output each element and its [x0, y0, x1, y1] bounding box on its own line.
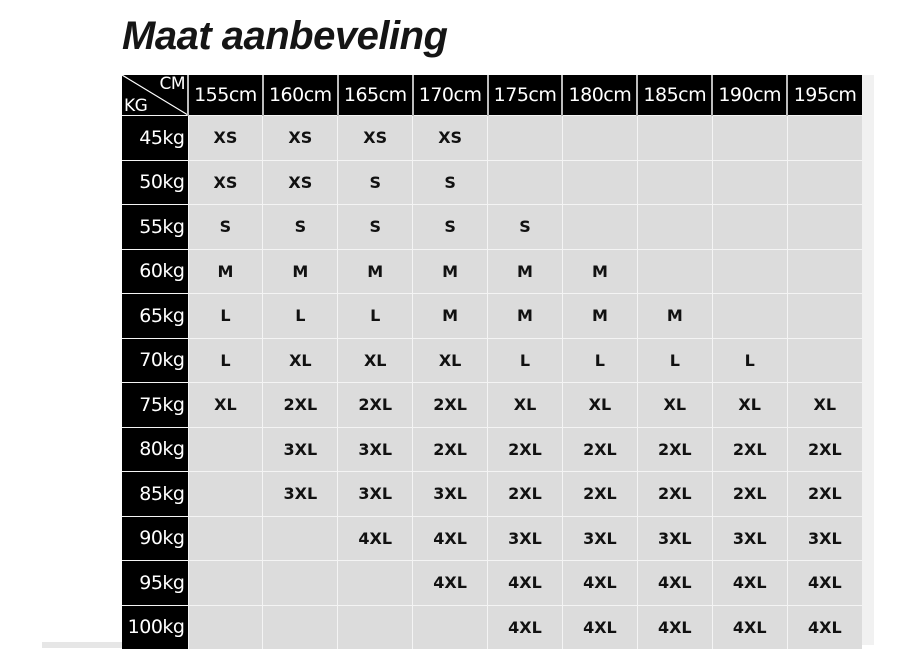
- size-cell: 4XL: [413, 561, 488, 606]
- size-cell: 3XL: [338, 472, 413, 517]
- table-row: [122, 338, 862, 383]
- size-cell: 4XL: [413, 516, 488, 561]
- size-cell: [188, 516, 263, 561]
- size-cell: 2XL: [562, 427, 637, 472]
- table-row: [122, 160, 862, 205]
- size-cell: L: [488, 338, 563, 383]
- column-header-height: 170cm: [413, 75, 488, 116]
- size-cell: L: [188, 294, 263, 339]
- size-cell: 3XL: [637, 516, 712, 561]
- size-cell: 4XL: [637, 605, 712, 649]
- size-cell: 3XL: [712, 516, 787, 561]
- size-cell: [712, 116, 787, 161]
- size-cell: [413, 605, 488, 649]
- size-cell: M: [413, 249, 488, 294]
- size-cell: L: [263, 294, 338, 339]
- size-cell: [263, 516, 338, 561]
- size-cell: M: [562, 294, 637, 339]
- size-cell: M: [188, 249, 263, 294]
- size-cell: [787, 338, 862, 383]
- table-row: [122, 116, 862, 161]
- size-cell: XS: [338, 116, 413, 161]
- size-cell: M: [263, 249, 338, 294]
- size-cell: 4XL: [562, 561, 637, 606]
- size-cell: 2XL: [787, 472, 862, 517]
- size-cell: 2XL: [413, 427, 488, 472]
- size-cell: 4XL: [787, 605, 862, 649]
- row-header-weight: 60kg: [122, 249, 188, 294]
- row-header-weight: 100kg: [122, 605, 188, 649]
- row-header-weight: 70kg: [122, 338, 188, 383]
- size-cell: XL: [787, 383, 862, 428]
- size-cell: XS: [188, 116, 263, 161]
- size-cell: 4XL: [562, 605, 637, 649]
- size-cell: [637, 116, 712, 161]
- size-cell: 2XL: [338, 383, 413, 428]
- size-cell: L: [712, 338, 787, 383]
- size-cell: [562, 160, 637, 205]
- size-cell: 4XL: [712, 605, 787, 649]
- column-header-height: 175cm: [488, 75, 563, 116]
- size-cell: 4XL: [787, 561, 862, 606]
- column-header-height: 180cm: [562, 75, 637, 116]
- size-cell: 2XL: [263, 383, 338, 428]
- size-cell: 3XL: [338, 427, 413, 472]
- size-cell: [712, 294, 787, 339]
- size-cell: M: [338, 249, 413, 294]
- size-cell: M: [637, 294, 712, 339]
- size-cell: XL: [712, 383, 787, 428]
- row-header-weight: 55kg: [122, 205, 188, 250]
- size-cell: M: [413, 294, 488, 339]
- weight-unit-label: KG: [124, 96, 148, 116]
- size-cell: [488, 116, 563, 161]
- size-cell: 2XL: [562, 472, 637, 517]
- size-cell: [637, 160, 712, 205]
- table-row: [122, 516, 862, 561]
- size-cell: XS: [188, 160, 263, 205]
- row-header-weight: 95kg: [122, 561, 188, 606]
- size-cell: 3XL: [562, 516, 637, 561]
- size-cell: S: [338, 160, 413, 205]
- column-header-height: 185cm: [637, 75, 712, 116]
- column-header-height: 195cm: [787, 75, 862, 116]
- size-cell: [562, 116, 637, 161]
- size-cell: [637, 205, 712, 250]
- size-cell: [188, 427, 263, 472]
- size-cell: XL: [413, 338, 488, 383]
- size-cell: L: [562, 338, 637, 383]
- size-cell: 2XL: [712, 472, 787, 517]
- table-shadow-right: [862, 75, 874, 645]
- size-cell: 3XL: [263, 472, 338, 517]
- table-row: [122, 249, 862, 294]
- size-cell: [263, 605, 338, 649]
- size-cell: 3XL: [413, 472, 488, 517]
- table-row: [122, 294, 862, 339]
- size-cell: XL: [263, 338, 338, 383]
- table-row: [122, 205, 862, 250]
- size-cell: 2XL: [413, 383, 488, 428]
- column-header-height: 155cm: [188, 75, 263, 116]
- size-cell: L: [338, 294, 413, 339]
- row-header-weight: 85kg: [122, 472, 188, 517]
- table-row: [122, 561, 862, 606]
- size-cell: S: [413, 160, 488, 205]
- size-cell: XL: [338, 338, 413, 383]
- size-cell: M: [562, 249, 637, 294]
- size-cell: [712, 160, 787, 205]
- table-row: [122, 605, 862, 649]
- size-cell: [338, 605, 413, 649]
- size-cell: XL: [562, 383, 637, 428]
- size-cell: 2XL: [712, 427, 787, 472]
- size-cell: [787, 205, 862, 250]
- size-cell: L: [637, 338, 712, 383]
- size-cell: [712, 249, 787, 294]
- size-cell: 2XL: [488, 427, 563, 472]
- size-cell: [188, 605, 263, 649]
- size-cell: [787, 160, 862, 205]
- size-cell: M: [488, 249, 563, 294]
- size-cell: M: [488, 294, 563, 339]
- size-cell: S: [188, 205, 263, 250]
- size-cell: [188, 561, 263, 606]
- row-header-weight: 80kg: [122, 427, 188, 472]
- size-cell: XL: [488, 383, 563, 428]
- size-cell: [787, 294, 862, 339]
- size-cell: S: [263, 205, 338, 250]
- height-unit-label: CM: [159, 75, 185, 94]
- size-cell: 3XL: [263, 427, 338, 472]
- size-cell: 3XL: [787, 516, 862, 561]
- row-header-weight: 65kg: [122, 294, 188, 339]
- column-header-height: 190cm: [712, 75, 787, 116]
- size-cell: 4XL: [712, 561, 787, 606]
- column-header-height: 165cm: [338, 75, 413, 116]
- size-cell: XL: [637, 383, 712, 428]
- corner-header-cell: [122, 75, 188, 116]
- size-cell: 3XL: [488, 516, 563, 561]
- header-row: [122, 75, 862, 116]
- size-cell: XS: [413, 116, 488, 161]
- size-cell: [488, 160, 563, 205]
- size-cell: [787, 116, 862, 161]
- size-cell: [188, 472, 263, 517]
- size-cell: S: [338, 205, 413, 250]
- size-cell: 4XL: [488, 605, 563, 649]
- size-cell: S: [488, 205, 563, 250]
- size-cell: 2XL: [787, 427, 862, 472]
- row-header-weight: 50kg: [122, 160, 188, 205]
- row-header-weight: 90kg: [122, 516, 188, 561]
- size-cell: L: [188, 338, 263, 383]
- size-cell: [787, 249, 862, 294]
- size-cell: 2XL: [637, 472, 712, 517]
- table-row: [122, 472, 862, 517]
- size-cell: XL: [188, 383, 263, 428]
- size-chart-table: [122, 75, 862, 649]
- page-title: Maat aanbeveling: [122, 14, 448, 58]
- size-cell: [712, 205, 787, 250]
- size-cell: 2XL: [637, 427, 712, 472]
- table-row: [122, 427, 862, 472]
- size-cell: [338, 561, 413, 606]
- size-cell: 2XL: [488, 472, 563, 517]
- size-cell: 4XL: [338, 516, 413, 561]
- size-cell: [562, 205, 637, 250]
- size-cell: 4XL: [637, 561, 712, 606]
- size-cell: XS: [263, 160, 338, 205]
- size-cell: 4XL: [488, 561, 563, 606]
- column-header-height: 160cm: [263, 75, 338, 116]
- size-cell: XS: [263, 116, 338, 161]
- table-row: [122, 383, 862, 428]
- size-cell: S: [413, 205, 488, 250]
- table-body: [122, 116, 862, 650]
- size-cell: [637, 249, 712, 294]
- row-header-weight: 75kg: [122, 383, 188, 428]
- size-cell: [263, 561, 338, 606]
- row-header-weight: 45kg: [122, 116, 188, 161]
